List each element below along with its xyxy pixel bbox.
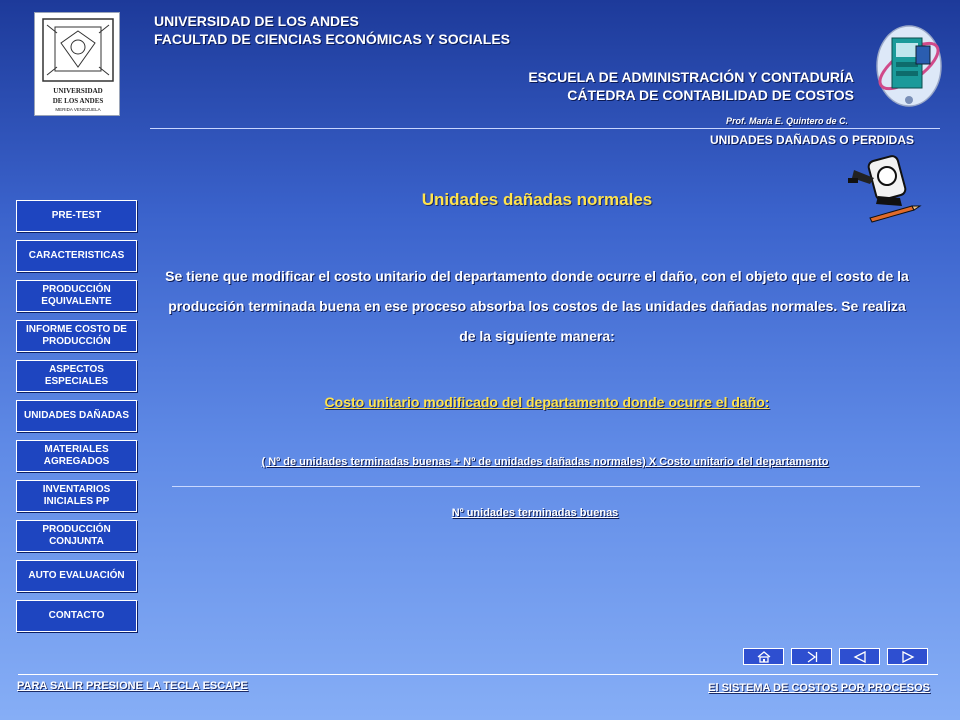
next-button[interactable] — [887, 648, 928, 665]
svg-text:MERIDA VENEZUELA: MERIDA VENEZUELA — [55, 107, 101, 112]
formula-title: Costo unitario modificado del departamento donde ocurre el daño: — [324, 394, 770, 410]
sidebar-item-pre-test[interactable]: PRE-TEST — [16, 200, 137, 232]
sidebar-item-materiales-agregados[interactable]: MATERIALES AGREGADOS — [16, 440, 137, 472]
professor-name: Prof. María E. Quintero de C. — [725, 116, 848, 126]
sidebar-item-inventarios-iniciales[interactable]: INVENTARIOS INICIALES PP — [16, 480, 137, 512]
pencil-sharpener-icon — [842, 148, 922, 224]
formula-denominator: Nº unidades terminadas buenas — [451, 507, 619, 519]
sidebar-item-unidades-danadas[interactable]: UNIDADES DAÑADAS — [16, 400, 137, 432]
end-icon — [805, 651, 819, 663]
system-name: El SISTEMA DE COSTOS POR PROCESOS — [708, 682, 930, 694]
home-icon — [757, 651, 771, 663]
faculty-name: FACULTAD DE CIENCIAS ECONÓMICAS Y SOCIALES — [154, 31, 510, 47]
university-logo — [34, 12, 120, 116]
previous-button[interactable] — [839, 648, 880, 665]
svg-text:UNIVERSIDAD: UNIVERSIDAD — [53, 87, 103, 95]
previous-icon — [853, 651, 867, 663]
sidebar-item-auto-evaluacion[interactable]: AUTO EVALUACIÓN — [16, 560, 137, 592]
exit-hint: PARA SALIR PRESIONE LA TECLA ESCAPE — [17, 680, 248, 692]
end-button[interactable] — [791, 648, 832, 665]
footer-divider — [18, 674, 938, 675]
school-name: ESCUELA DE ADMINISTRACIÓN Y CONTADURÍA — [528, 69, 854, 85]
sidebar-item-contacto[interactable]: CONTACTO — [16, 600, 137, 632]
section-title: UNIDADES DAÑADAS O PERDIDAS — [709, 133, 914, 147]
fraction-line — [172, 486, 920, 487]
university-seal-icon — [35, 13, 121, 117]
description-text: Se tiene que modificar el costo unitario del departamento donde ocurre el daño, con el objeto que el costo de la producción terminada buena en ese proceso absorba los costos de las unidades dañadas normales. Se realiza de la siguiente manera: — [165, 268, 909, 344]
svg-text:DE LOS ANDES: DE LOS ANDES — [52, 97, 104, 105]
sidebar-item-caracteristicas[interactable]: CARACTERISTICAS — [16, 240, 137, 272]
university-name: UNIVERSIDAD DE LOS ANDES — [154, 13, 359, 29]
page-title: Unidades dañadas normales — [421, 190, 653, 209]
chair-name: CÁTEDRA DE CONTABILIDAD DE COSTOS — [567, 87, 854, 103]
home-button[interactable] — [743, 648, 784, 665]
header-divider — [150, 128, 940, 129]
sidebar-item-produccion-conjunta[interactable]: PRODUCCIÓN CONJUNTA — [16, 520, 137, 552]
sidebar-item-informe-costo[interactable]: INFORME COSTO DE PRODUCCIÓN — [16, 320, 137, 352]
formula-numerator: ( Nº de unidades terminadas buenas + Nº de unidades dañadas normales) X Costo unitario del departamento — [261, 456, 829, 468]
next-icon — [901, 651, 915, 663]
sidebar-item-produccion-equivalente[interactable]: PRODUCCIÓN EQUIVALENTE — [16, 280, 137, 312]
sidebar-item-aspectos-especiales[interactable]: ASPECTOS ESPECIALES — [16, 360, 137, 392]
globe-computer-icon — [872, 16, 946, 110]
